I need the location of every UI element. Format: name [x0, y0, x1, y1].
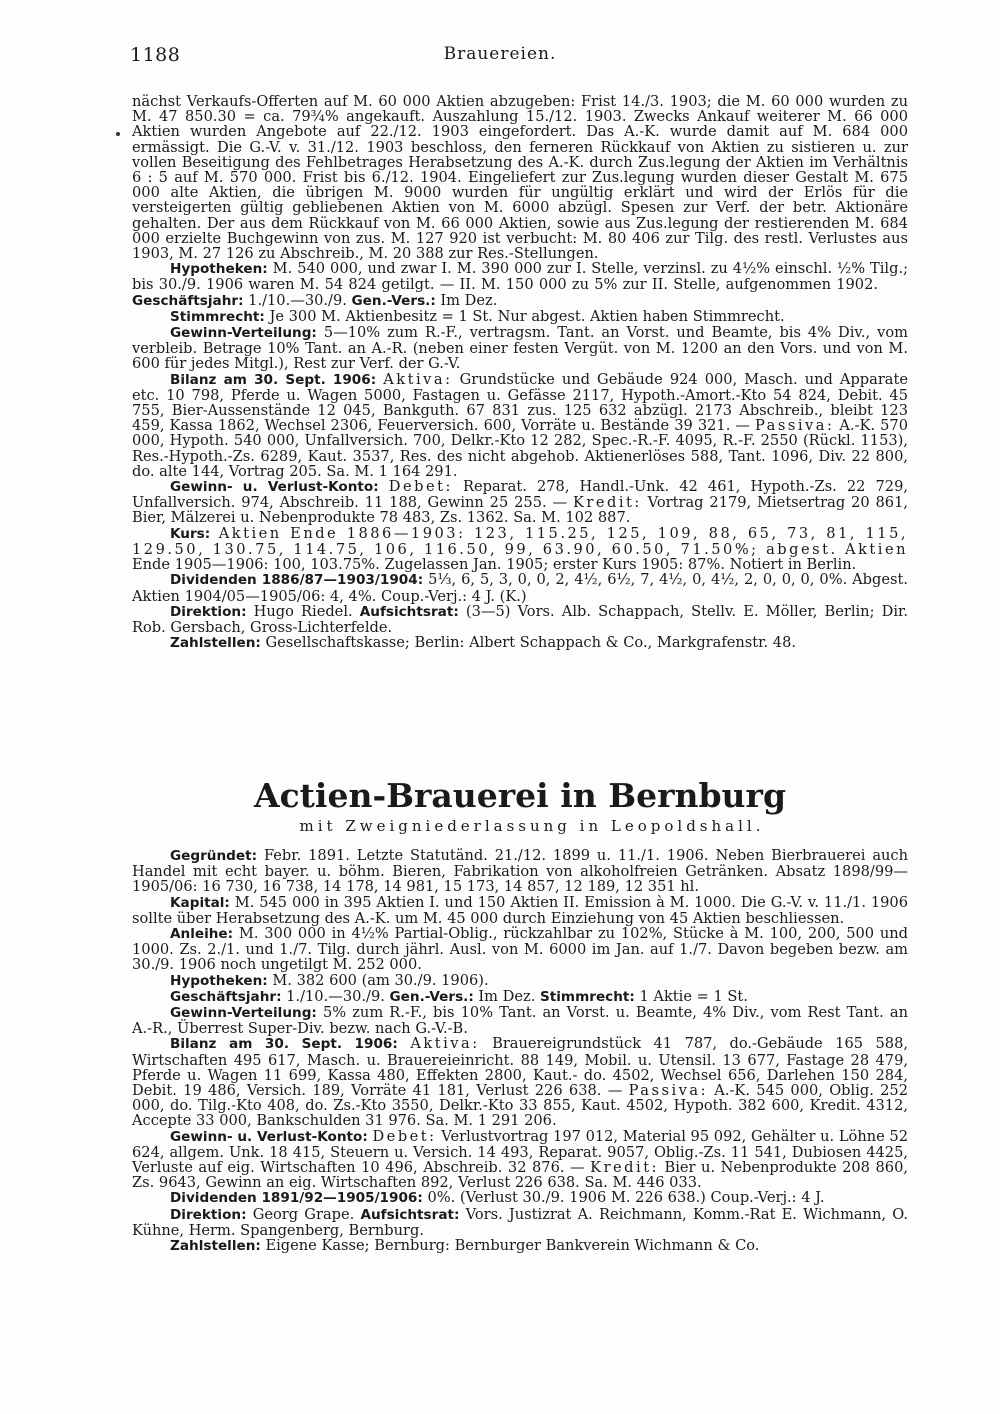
- direktion-section: [132, 1207, 908, 1238]
- aufsichtsrat-label: Aufsichtsrat:: [359, 603, 459, 620]
- dividenden-label: Dividenden 1891/92—1905/1906:: [170, 1190, 423, 1207]
- guv-label: Gewinn- u. Verlust-Konto:: [170, 1128, 368, 1145]
- company-title: Actien-Brauerei in Bernburg: [253, 776, 787, 815]
- running-title: Brauereien.: [443, 44, 557, 64]
- geschaeftsjahr-text: 1./10.—30./9.: [243, 291, 352, 309]
- kurs-section: [132, 526, 908, 573]
- kredit-word: Kredit:: [572, 494, 642, 512]
- bilanz-label: Bilanz am 30. Sept. 1906:: [170, 1036, 398, 1053]
- guv-section: [132, 479, 908, 526]
- kurs-text-1: Aktien Ende 1886—1903: 123, 115.25, 125, 109, 88, 65, 73, 81, 115, 129.50, 130.75, 114.75, 106, 116.50, 99, 63.90, 60.50, 71.50%;: [132, 524, 908, 558]
- stimmrecht-label: Stimmrecht:: [539, 988, 635, 1005]
- aktiva-word: Aktiva:: [383, 370, 453, 388]
- kurs-text-2: Ende 1905—1906: 100, 103.75%. Zugelassen Jan. 1905; erster Kurs 1905: 87%. Notiert in Berlin.: [132, 556, 857, 574]
- zahlstellen-label: Zahlstellen:: [170, 1238, 261, 1255]
- direktion-label: Direktion:: [170, 1206, 247, 1223]
- passiva-word: Passiva:: [755, 417, 835, 435]
- gewinnverteilung-text: 5—10% zum R.-F., vertragsm. Tant. an Vorst. und Beamte, bis 4% Div., vom verbleib. Betrage 10% Tant. an A.-R. (neben einer festen Vergüt. von M. 1200 an den Vors. und von M. 600 für jedes Mitgl.), Rest zur Verf. der G.-V.: [132, 324, 908, 373]
- debet-text: Reparat. 278, Handl.-Unk. 42 461, Hypoth.-Zs. 22 729, Unfallversich. 974, Abschreib. 11 188, Gewinn 25 255. —: [132, 478, 908, 512]
- passiva-text: A.-K. 570 000, Hypoth. 540 000, Unfallversich. 700, Delkr.-Kto 12 282, Spec.-R.-F. 4095, R.-F. 2550 (Rückl. 1153), Res.-Hypoth.-Zs. 6289, Kaut. 3537, Res. des nicht abgehob. Aktienerlöses 588, Tant. 1096, Div. 22 800, do. alte 144, Vortrag 205. Sa. M. 1 164 291.: [132, 417, 908, 480]
- guv-section: [132, 1129, 908, 1191]
- direktion-section: [132, 604, 908, 635]
- passiva-word: Passiva:: [628, 1082, 708, 1100]
- geschaeftsjahr-section: [132, 989, 908, 1005]
- bilanz-section: [132, 1036, 908, 1128]
- kurs-abgest-word: abgest. Aktien: [766, 540, 908, 558]
- aktiva-word: Aktiva:: [410, 1035, 480, 1053]
- gegruendet-label: Gegründet:: [170, 848, 258, 864]
- gegruendet-section: [132, 848, 908, 895]
- zahlstellen-section: [132, 1238, 908, 1254]
- aufsichtsrat-label: Aufsichtsrat:: [360, 1206, 460, 1223]
- geschaeftsjahr-label: Geschäftsjahr:: [170, 988, 282, 1005]
- direktion-text: Georg Grape.: [246, 1205, 361, 1223]
- aktiva-text: Grundstücke und Gebäude 924 000, Masch. und Apparate etc. 10 798, Pferde u. Wagen 5000, Fastagen u. Gefässe 2117, Hypoth.-Amort.-Kto 54 824, Debit. 45 755, Bier-Aussenstände 12 045, Bankguth. 67 831 zus. 125 632 abzügl. 2173 Abschreib., bleibt 123 459, Kassa 1862, Wechsel 2306, Feuerversich. 600, Vorräte u. Bestände 39 321. —: [132, 370, 909, 435]
- bilanz-label: Bilanz am 30. Sept. 1906:: [170, 371, 377, 388]
- zahlstellen-text: Eigene Kasse; Bernburg: Bernburger Bankverein Wichmann & Co.: [260, 1237, 760, 1255]
- kapital-label: Kapital:: [170, 894, 230, 911]
- guv-label: Gewinn- u. Verlust-Konto:: [170, 479, 379, 496]
- zahlstellen-label: Zahlstellen:: [170, 635, 261, 652]
- aufsichtsrat-text: Vors. Justizrat A. Reichmann, Komm.-Rat E. Wichmann, O. Kühne, Herm. Spangenberg, Bernburg.: [132, 1205, 908, 1239]
- geschaeftsjahr-label: Geschäftsjahr:: [132, 292, 244, 309]
- hypotheken-section: [132, 261, 908, 309]
- kredit-text: Bier u. Nebenprodukte 208 860, Zs. 9643, Gewinn an eig. Wirtschaften 892, Verlust 226 638. Sa. M. 446 033.: [132, 1159, 908, 1192]
- genvers-text: Im Dez.: [435, 291, 498, 309]
- anleihe-section: [132, 926, 908, 973]
- dividenden-text: 5⅓, 6, 5, 3, 0, 0, 2, 4½, 6½, 7, 4½, 0, 4½, 2, 0, 0, 0, 0%. Abgest. Aktien 1904/05—1905/06: 4, 4%. Coup.-Verj.: 4 J. (K.): [132, 571, 908, 605]
- page-number: 1188: [130, 44, 181, 66]
- geschaeftsjahr-text: 1./10.—30./9.: [281, 987, 390, 1005]
- kredit-text: Vortrag 2179, Mietsertrag 20 861, Bier, Mälzerei u. Nebenprodukte 78 483, Zs. 1362. Sa. M. 102 887.: [132, 494, 908, 527]
- previous-entry: [132, 94, 908, 651]
- hypotheken-label: Hypotheken:: [170, 972, 268, 989]
- bilanz-section: [132, 372, 908, 479]
- passiva-text: A.-K. 545 000, Oblig. 252 000, do. Tilg.-Kto 408, do. Zs.-Kto 3550, Delkr.-Kto 33 855, Kaut. 4502, Hypoth. 382 600, Kredit. 4312, Accepte 33 000, Bankschulden 31 976. Sa. M. 1 291 206.: [132, 1082, 908, 1130]
- zahlstellen-section: [132, 635, 908, 651]
- direktion-label: Direktion:: [170, 603, 247, 620]
- stimmrecht-label: Stimmrecht:: [170, 308, 265, 325]
- anleihe-text: M. 300 000 in 4½% Partial-Oblig., rückzahlbar zu 102%, Stücke à M. 100, 200, 500 und 1000. Zs. 2./1. und 1./7. Tilg. durch jährl. Ausl. von M. 6000 im Jan. auf 1./7. Davon begeben bezw. am 30./9. 1906 noch ungetilgt M. 252 000.: [132, 925, 908, 974]
- kapital-text: M. 545 000 in 395 Aktien I. und 150 Aktien II. Emission à M. 1000. Die G.-V. v. 11./1. 1906 sollte über Herabsetzung des A.-K. um M. 45 000 durch Einziehung von 45 Aktien beschliessen.: [132, 893, 908, 927]
- dividenden-text: 0%. (Verlust 30./9. 1906 M. 226 638.) Coup.-Verj.: 4 J.: [422, 1189, 825, 1207]
- intro-paragraph: nächst Verkaufs-Offerten auf M. 60 000 Aktien abzugeben: Frist 14./3. 1903; die M. 60 000 wurden zu M. 47 850.30 = ca. 79¾% angekauft. Auszahlung 15./12. 1903. Zwecks Ankauf weiterer M. 66 000 Aktien wurden Angebote auf 22./12. 1903 eingefordert. Das A.-K. wurde damit auf M. 684 000 ermässigt. Die G.-V. v. 31./12. 1903 beschloss, den ferneren Rückkauf von Aktien zu sistieren u. zur vollen Beseitigung des Fehlbetrages Herabsetzung des A.-K. durch Zus.legung der Aktien im Verhältnis 6 : 5 auf M. 570 000. Frist bis 6./12. 1904. Eingeliefert zur Zus.legung wurden dieser Gestalt M. 675 000 alte Aktien, die übrigen M. 9000 wurden für ungültig erklärt und wird der Erlös für die versteigerten gültig gebliebenen Aktien von M. 6000 abzügl. Spesen zur Verf. der betr. Aktionäre gehalten. Der aus dem Rückkauf von M. 66 000 Aktien, sowie aus Zus.legung der restierenden M. 684 000 erzielte Buchgewinn von zus. M. 127 920 ist verbucht: M. 80 406 zur Tilg. des restl. Verlustes aus 1903, M. 27 126 zu Abschreib., M. 20 388 zur Res.-Stellungen.: [132, 93, 908, 263]
- stimmrecht-text: Je 300 M. Aktienbesitz = 1 St. Nur abgest. Aktien haben Stimmrecht.: [264, 307, 785, 325]
- gewinnverteilung-section: [132, 325, 908, 372]
- stimmrecht-text: 1 Aktie = 1 St.: [634, 987, 748, 1005]
- kapital-section: [132, 895, 908, 926]
- gewinnverteilung-section: [132, 1005, 908, 1036]
- company-entry: [132, 848, 908, 1254]
- hypotheken-label: Hypotheken:: [170, 261, 268, 278]
- dividenden-section: [132, 572, 908, 603]
- gegruendet-text: Febr. 1891. Letzte Statutänd. 21./12. 1899 u. 11./1. 1906. Neben Bierbrauerei auch Handel mit echt bayer. u. böhm. Bieren, Fabrikation von alkoholfreien Getränken. Absatz 1898/99—1905/06: 16 730, 16 738, 14 178, 14 981, 15 173, 14 857, 12 189, 12 351 hl.: [132, 847, 908, 896]
- gewinnverteilung-text: 5% zum R.-F., bis 10% Tant. an Vorst. u. Beamte, 4% Div., vom Rest Tant. an A.-R., Überrest Super-Div. bezw. nach G.-V.-B.: [132, 1004, 908, 1038]
- stimmrecht-section: [132, 309, 908, 325]
- aktiva-text: Brauereigrundstück 41 787, do.-Gebäude 165 588, Wirtschaften 495 617, Masch. u. Brauereieinricht. 88 149, Mobil. u. Utensil. 13 677, Fastage 28 479, Pferde u. Wagen 11 699, Kassa 480, Effekten 2800, Kaut.- do. 4502, Wechsel 656, Darlehen 150 284, Debit. 19 486, Versich. 189, Vorräte 41 181, Verlust 226 638. —: [132, 1035, 909, 1100]
- debet-text: Verlustvortrag 197 012, Material 95 092, Gehälter u. Löhne 52 624, allgem. Unk. 18 415, Steuern u. Versich. 14 493, Reparat. 9057, Oblig.-Zs. 11 541, Dubiosen 4425, Verluste auf eig. Wirtschaften 10 496, Abschreib. 32 876. —: [132, 1127, 908, 1177]
- genvers-label: Gen.-Vers.:: [351, 292, 436, 309]
- kredit-word: Kredit:: [590, 1159, 659, 1177]
- gewinnverteilung-label: Gewinn-Verteilung:: [170, 1005, 317, 1022]
- anleihe-label: Anleihe:: [170, 926, 234, 943]
- margin-dot: [116, 132, 120, 136]
- direktion-text: Hugo Riedel.: [246, 602, 360, 620]
- company-subtitle: mit Zweigniederlassung in Leopoldshall.: [299, 817, 765, 835]
- hypotheken-text: M. 540 000, und zwar I. M. 390 000 zur I. Stelle, verzinsl. zu 4½% einschl. ½% Tilg.; bis 30./9. 1906 waren M. 54 824 getilgt. — II. M. 150 000 zu 5% zur II. Stelle, aufgenommen 1902.: [132, 260, 908, 294]
- zahlstellen-text: Gesellschaftskasse; Berlin: Albert Schappach & Co., Markgrafenstr. 48.: [260, 634, 797, 652]
- aufsichtsrat-text: (3—5) Vors. Alb. Schappach, Stellv. E. Möller, Berlin; Dir. Rob. Gersbach, Gross-Lichterfelde.: [132, 602, 908, 636]
- genvers-text: Im Dez.: [473, 987, 540, 1005]
- debet-word: Debet:: [388, 478, 453, 496]
- hypotheken-text: M. 382 600 (am 30./9. 1906).: [267, 971, 489, 989]
- debet-word: Debet:: [372, 1127, 437, 1145]
- genvers-label: Gen.-Vers.:: [389, 988, 474, 1005]
- kurs-label: Kurs:: [170, 525, 211, 542]
- dividenden-section: [132, 1190, 908, 1206]
- gewinnverteilung-label: Gewinn-Verteilung:: [170, 325, 317, 342]
- dividenden-label: Dividenden 1886/87—1903/1904:: [170, 572, 424, 589]
- hypotheken-section: [132, 973, 908, 989]
